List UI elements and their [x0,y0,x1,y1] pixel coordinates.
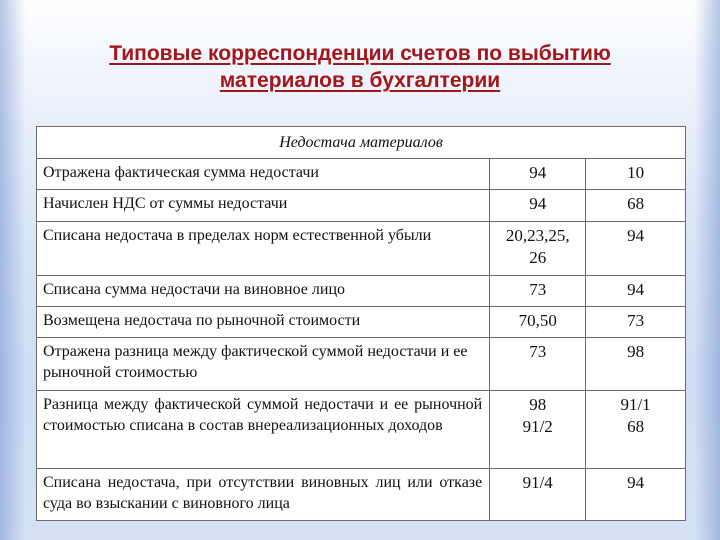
credit-account: 10 [586,159,686,190]
table-row [37,276,686,307]
table-header-row [37,127,686,159]
debit-account-line: 98 [529,395,547,414]
credit-account: 98 [586,338,686,391]
row-description: Разница между фактической суммой недостачи и ее рыночной стоимостью списана в состав внереализационных доходов [37,391,490,469]
debit-account-line: 20,23,25, [505,226,570,245]
debit-account: 73 [490,338,586,391]
credit-account: 68 [586,190,686,222]
credit-account-line: 91/1 [620,395,651,414]
title-line-1: Типовые корреспонденции счетов по выбытию [109,42,611,65]
left-edge-gradient [0,0,26,540]
debit-account-line: 26 [529,248,547,267]
table-header: Недостача материалов [37,127,686,159]
debit-account [490,222,586,276]
credit-account [586,391,686,469]
debit-account: 94 [490,159,586,190]
credit-account: 94 [586,222,686,276]
row-description: Возмещена недостача по рыночной стоимости [37,307,490,338]
row-description: Списана недостача, при отсутствии виновных лиц или отказе суда во взыскании с виновного лица [37,469,490,521]
table-row [37,469,686,521]
row-description: Начислен НДС от суммы недостачи [37,190,490,222]
table-row [37,307,686,338]
right-edge-gradient [694,0,720,540]
debit-account: 70,50 [490,307,586,338]
debit-account: 91/4 [490,469,586,521]
entries-table [36,126,686,521]
row-description: Списана недостача в пределах норм естественной убыли [37,222,490,276]
row-description: Списана сумма недостачи на виновное лицо [37,276,490,307]
debit-account: 73 [490,276,586,307]
slide-title [40,40,680,94]
table-row [37,159,686,190]
debit-account: 94 [490,190,586,222]
credit-account: 94 [586,276,686,307]
row-description: Отражена разница между фактической суммой недостачи и ее рыночной стоимостью [37,338,490,391]
credit-account: 94 [586,469,686,521]
table-row [37,391,686,469]
debit-account-line: 91/2 [522,417,553,436]
debit-account [490,391,586,469]
title-line-2: материалов в бухгалтерии [219,69,501,92]
table-row [37,338,686,391]
credit-account: 73 [586,307,686,338]
table-row [37,222,686,276]
credit-account-line: 68 [627,417,645,436]
table-row [37,190,686,222]
row-description: Отражена фактическая сумма недостачи [37,159,490,190]
